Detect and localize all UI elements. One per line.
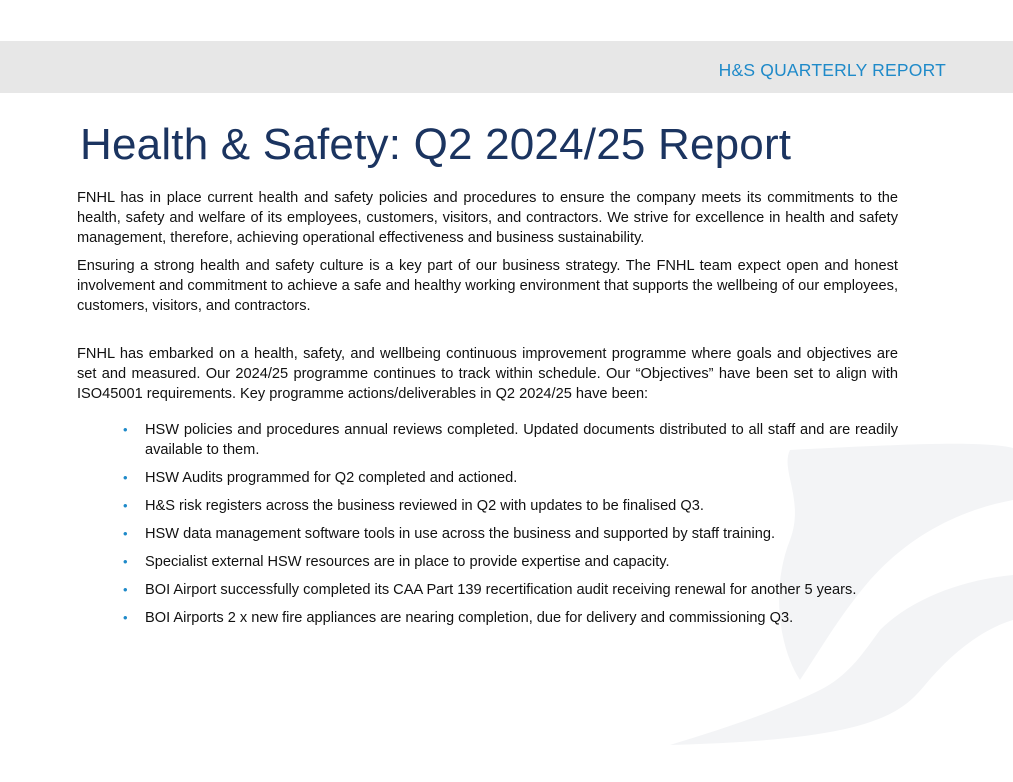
list-item-text: HSW Audits programmed for Q2 completed and actioned. bbox=[145, 470, 518, 486]
list-item bbox=[123, 524, 898, 544]
list-item bbox=[123, 552, 898, 572]
bullet-icon: • bbox=[123, 582, 128, 597]
bullet-icon: • bbox=[123, 610, 128, 625]
bullet-icon: • bbox=[123, 422, 128, 437]
list-item bbox=[123, 420, 898, 460]
culture-paragraph: Ensuring a strong health and safety culture is a key part of our business strategy. The FNHL team expect open and honest involvement and commitment to achieve a safe and healthy working environment that supports the wellbeing of our employees, customers, visitors, and contractors. bbox=[77, 258, 898, 314]
intro-paragraph: FNHL has in place current health and safety policies and procedures to ensure the company meets its commitments to the health, safety and welfare of its employees, customers, visitors, and contractors. We strive for excellence in health and safety management, therefore, achieving operational effectiveness and business sustainability. bbox=[77, 190, 898, 246]
report-type-label: H&S QUARTERLY REPORT bbox=[718, 60, 946, 80]
list-item bbox=[123, 468, 898, 488]
list-item bbox=[123, 608, 898, 628]
list-item bbox=[123, 580, 898, 600]
bullet-icon: • bbox=[123, 470, 128, 485]
report-body bbox=[77, 188, 898, 636]
page-title: Health & Safety: Q2 2024/25 Report bbox=[80, 120, 792, 169]
list-item-text: BOI Airports 2 x new fire appliances are nearing completion, due for delivery and commissioning Q3. bbox=[145, 610, 794, 626]
bullet-icon: • bbox=[123, 526, 128, 541]
list-item-text: Specialist external HSW resources are in place to provide expertise and capacity. bbox=[145, 554, 670, 570]
bullet-icon: • bbox=[123, 498, 128, 513]
list-item bbox=[123, 496, 898, 516]
header-band bbox=[0, 41, 1013, 93]
list-item-text: HSW policies and procedures annual reviews completed. Updated documents distributed to all staff and are readily available to them. bbox=[145, 422, 898, 458]
bullet-icon: • bbox=[123, 554, 128, 569]
list-item-text: BOI Airport successfully completed its CAA Part 139 recertification audit receiving renewal for another 5 years. bbox=[145, 582, 857, 598]
deliverables-list bbox=[77, 420, 898, 628]
list-item-text: H&S risk registers across the business reviewed in Q2 with updates to be finalised Q3. bbox=[145, 498, 704, 514]
list-item-text: HSW data management software tools in use across the business and supported by staff training. bbox=[145, 526, 776, 542]
programme-paragraph: FNHL has embarked on a health, safety, and wellbeing continuous improvement programme where goals and objectives are set and measured. Our 2024/25 programme continues to track within schedule. Our “Objectives” have been set to align with ISO45001 requirements. Key programme actions/deliverables in Q2 2024/25 have been: bbox=[77, 346, 898, 402]
